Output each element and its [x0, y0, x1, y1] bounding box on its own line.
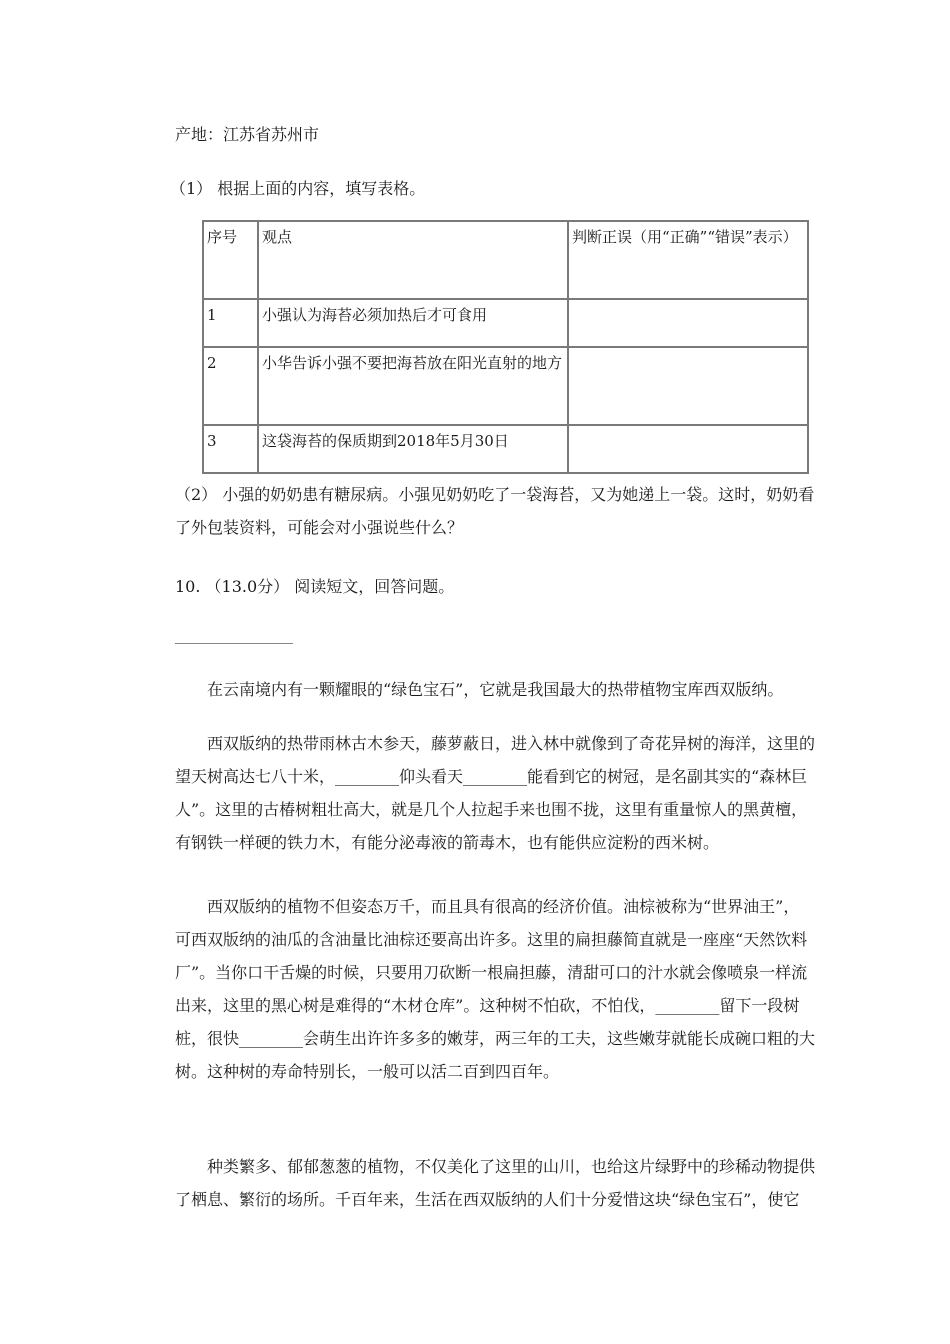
row-3-number: 3	[203, 425, 258, 473]
passage-paragraph-1: 在云南境内有一颗耀眼的“绿色宝石”，它就是我国最大的热带植物宝库西双版纳。	[207, 680, 784, 699]
origin-line: 产地：江苏省苏州市	[175, 125, 320, 144]
passage-paragraph-3: 西双版纳的植物不但姿态万千，而且具有很高的经济价值。油棕被称为“世界油王”，可西双版纳的油瓜的含油量比油棕还要高出许多。这里的扁担藤简直就是一座座“天然饮料厂”。当你口干舌燥的时候，只要用刀砍断一根扁担藤，清甜可口的汁水就会像喷泉一样流出来，这里的黑心树是难得的“木材仓库”。这种树不怕砍，不怕伐，________留下一段树桩，很快________会萌生出许许多多的嫩芽，两三年的工夫，这些嫩芽就能长成碗口粗的大树。这种树的寿命特别长，一般可以活二百到四百年。	[175, 897, 816, 1081]
row-3-judge-cell[interactable]	[568, 425, 808, 473]
answer-table	[202, 220, 809, 474]
header-view: 观点	[258, 221, 568, 299]
row-2-view: 小华告诉小强不要把海苔放在阳光直射的地方	[258, 347, 568, 425]
passage-paragraph-4: 种类繁多、郁郁葱葱的植物，不仅美化了这里的山川，也给这片绿野中的珍稀动物提供了栖息、繁衍的场所。千百年来，生活在西双版纳的人们十分爱惜这块“绿色宝石”，使它	[175, 1157, 816, 1209]
header-judge: 判断正误（用“正确”“错误”表示）	[568, 221, 808, 299]
row-2-number: 2	[203, 347, 258, 425]
row-3-view: 这袋海苔的保质期到2018年5月30日	[258, 425, 568, 473]
row-1-judge-cell[interactable]	[568, 299, 808, 347]
question-1-label: （1） 根据上面的内容，填写表格。	[170, 179, 426, 198]
question-10-heading: 10. （13.0分） 阅读短文，回答问题。	[175, 577, 455, 596]
row-2-judge-cell[interactable]	[568, 347, 808, 425]
question-2-text: （2） 小强的奶奶患有糖尿病。小强见奶奶吃了一袋海苔，又为她递上一袋。这时，奶奶看了外包装资料，可能会对小强说些什么？	[175, 485, 815, 537]
row-1-view: 小强认为海苔必须加热后才可食用	[258, 299, 568, 347]
divider	[175, 643, 293, 644]
header-number: 序号	[203, 221, 258, 299]
row-1-number: 1	[203, 299, 258, 347]
passage-paragraph-2: 西双版纳的热带雨林古木参天，藤萝蔽日，进入林中就像到了奇花异树的海洋，这里的望天树高达七八十米，________仰头看天________能看到它的树冠，是名副其实的“森林巨人”。这里的古椿树粗壮高大，就是几个人拉起手来也围不拢，这里有重量惊人的黑黄檀，有钢铁一样硬的铁力木，有能分泌毒液的箭毒木，也有能供应淀粉的西米树。	[175, 734, 816, 852]
